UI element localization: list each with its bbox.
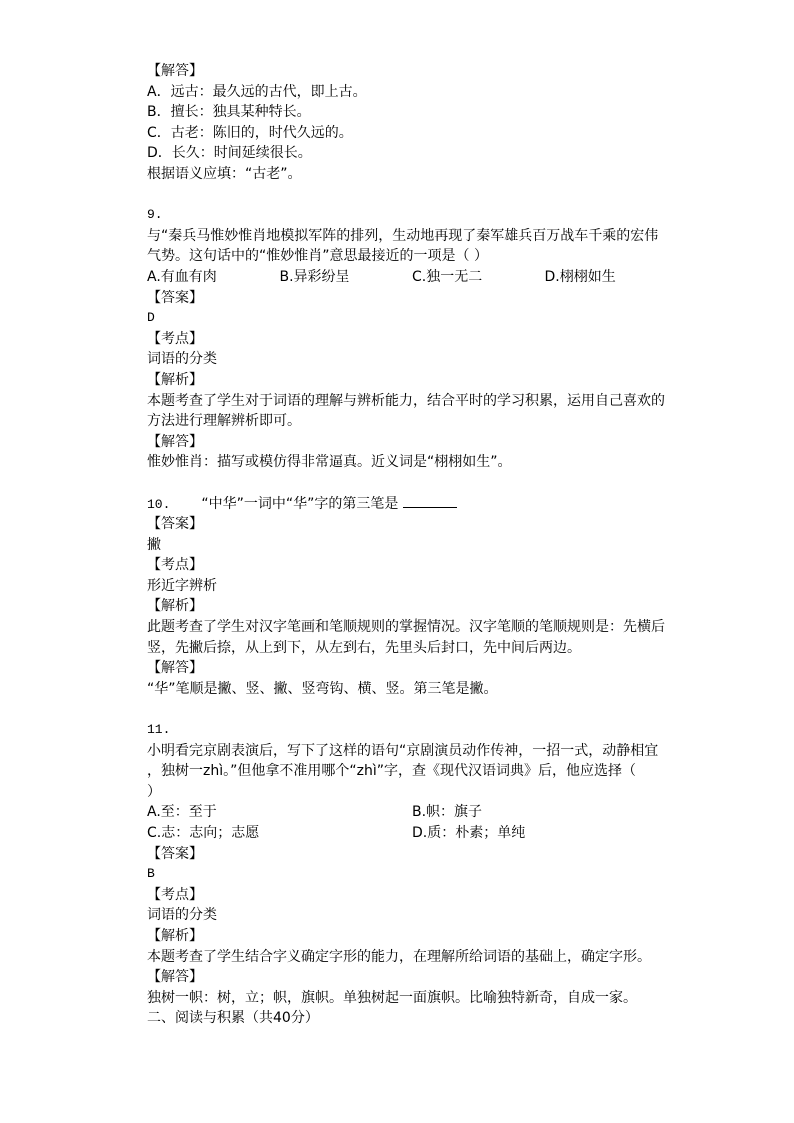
- q8-solution-line: C．古老：陈旧的，时代久远的。: [147, 124, 353, 141]
- option-c: C.独一无二: [412, 268, 483, 285]
- question-number: 10.: [147, 497, 171, 513]
- answer-value: 撇: [147, 536, 161, 553]
- spacer: [147, 699, 677, 720]
- analysis-heading: 【解析】: [147, 598, 203, 615]
- question-stem-line: ，独树一zhì。”但他拿不准用哪个“zhì”字，查《现代汉语词典》后，他应选择（: [147, 763, 636, 780]
- question-stem-line: 与“秦兵马惟妙惟肖地模拟军阵的排列，生动地再现了秦军雄兵百万战车千乘的宏伟: [147, 227, 659, 244]
- analysis-heading: 【解析】: [147, 927, 203, 944]
- q8-solution-block: [147, 61, 677, 185]
- section-two-title: 二、阅读与积累（共40分）: [147, 1010, 319, 1027]
- option-c: C.志：志向；志愿: [147, 824, 260, 841]
- analysis-line: 本题考查了学生对于词语的理解与辨析能力，结合平时的学习积累，运用自己喜欢的: [147, 392, 665, 409]
- analysis-text: 本题考查了学生结合字义确定字形的能力，在理解所给词语的基础上，确定字形。: [147, 948, 651, 965]
- question-9: [147, 205, 677, 473]
- question-11: [147, 720, 677, 1008]
- document-page: [147, 61, 677, 1029]
- analysis-line: 方法进行理解辨析即可。: [147, 413, 301, 430]
- question-stem: “中华”一词中“华”字的第三笔是: [201, 496, 399, 513]
- q8-solution-heading: 【解答】: [147, 63, 203, 79]
- analysis-heading: 【解析】: [147, 371, 203, 388]
- question-stem-row: [147, 493, 677, 514]
- solution-text: 独树一帜：树，立；帜，旗帜。单独树起一面旗帜。比喻独特新奇，自成一家。: [147, 989, 637, 1006]
- option-a: A.有血有肉: [147, 268, 217, 285]
- answer-heading: 【答案】: [147, 845, 203, 862]
- answer-heading: 【答案】: [147, 289, 203, 306]
- option-d: D.栩栩如生: [544, 268, 616, 285]
- question-options: [147, 267, 677, 288]
- solution-heading: 【解答】: [147, 660, 203, 677]
- question-stem-line: ）: [147, 783, 161, 800]
- question-10: [147, 493, 677, 699]
- analysis-line: 竖，先撇后捺，从上到下，从左到右，先里头后封口，先中间后两边。: [147, 639, 581, 656]
- spacer: [147, 185, 677, 206]
- answer-blank: [403, 493, 457, 508]
- analysis-line: 此题考查了学生对汉字笔画和笔顺规则的掌握情况。汉字笔顺的笔顺规则是：先横后: [147, 619, 665, 636]
- answer-heading: 【答案】: [147, 516, 203, 533]
- answer-value: D: [147, 310, 155, 326]
- option-d: D.质：朴素；单纯: [412, 824, 526, 841]
- point-value: 词语的分类: [147, 907, 217, 924]
- point-heading: 【考点】: [147, 330, 203, 347]
- solution-text: “华”笔顺是撇、竖、撇、竖弯钩、横、竖。第三笔是撇。: [147, 680, 498, 697]
- answer-value: B: [147, 866, 155, 882]
- point-heading: 【考点】: [147, 557, 203, 574]
- question-stem-line: 小明看完京剧表演后，写下了这样的语句“京剧演员动作传神，一招一式，动静相宜: [147, 742, 659, 759]
- option-b: B.帜：旗子: [412, 804, 483, 821]
- q8-solution-line: D．长久：时间延续很长。: [147, 145, 312, 162]
- option-a: A.至：至于: [147, 804, 217, 821]
- spacer: [147, 473, 677, 494]
- solution-heading: 【解答】: [147, 433, 203, 450]
- point-value: 词语的分类: [147, 351, 217, 368]
- option-b: B.异彩纷呈: [279, 268, 350, 285]
- q8-solution-line: A．远古：最久远的古代，即上古。: [147, 83, 367, 100]
- question-number: 11.: [147, 722, 171, 737]
- question-stem-line: 气势。这句话中的“惟妙惟肖”意思最接近的一项是（ ）: [147, 248, 488, 265]
- point-value: 形近字辨析: [147, 577, 217, 594]
- question-number: 9.: [147, 207, 163, 223]
- solution-text: 惟妙惟肖：描写或模仿得非常逼真。近义词是“栩栩如生”。: [147, 454, 512, 471]
- point-heading: 【考点】: [147, 886, 203, 903]
- q8-solution-line: 根据语义应填：“古老”。: [147, 165, 302, 182]
- q8-solution-line: B．擅长：独具某种特长。: [147, 104, 311, 121]
- question-options-row-2: [147, 823, 677, 844]
- question-options-row-1: [147, 802, 677, 823]
- solution-heading: 【解答】: [147, 969, 203, 986]
